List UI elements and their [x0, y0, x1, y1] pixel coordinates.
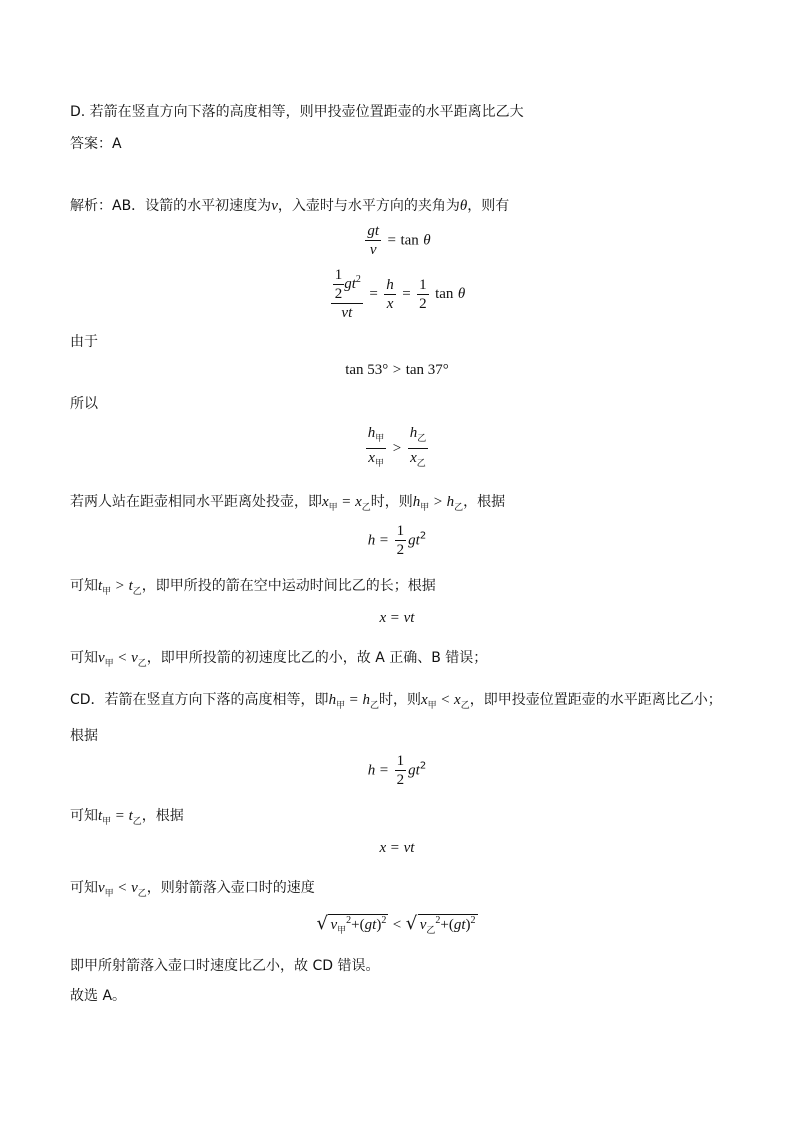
formula-tan-theta: $\frac{gt}{v}$ = tan θ [367, 223, 431, 258]
according-label: 根据 [70, 728, 98, 744]
velocity-compare-line: 可知$v_甲 < v_乙$，即甲所投箭的初速度比乙的小，故 A 正确、B 错误； [70, 650, 488, 669]
entry-velocity-line: 可知$v_甲 < v_乙$，则射箭落入壶口时的速度 [70, 880, 315, 899]
formula-x-2: x = vt [379, 840, 415, 856]
answer-line: 答案：A [70, 136, 122, 152]
analysis-intro: 解析：AB．设箭的水平初速度为v，入壶时与水平方向的夹角为θ，则有 [70, 198, 510, 214]
option-d: D. 若箭在竖直方向下落的高度相等，则甲投壶位置距壶的水平距离比乙大 [70, 104, 524, 120]
cd-analysis-line: CD．若箭在竖直方向下落的高度相等，即$h_甲 = h_乙$时，则$x_甲 < x_乙$，即甲投壶位置距壶的水平距离比乙小； [70, 692, 722, 711]
same-distance-line: 若两人站在距壶相同水平距离处投壶，即$x_甲 = x_乙$时，则$h_甲 > h_乙$，根据 [70, 494, 506, 513]
since-label: 由于 [70, 334, 98, 350]
formula-h-1: h = $\frac{1}{2}$ $gt^2$ [367, 523, 427, 558]
formula-x-1: x = vt [379, 610, 415, 626]
time-equal-line: 可知$t_甲 = t_乙$，根据 [70, 808, 184, 827]
formula-sqrt-compare: √ $v_甲^2+(gt)^2$ < √ $v_乙^2+(gt)^2$ [316, 913, 476, 936]
conclusion-line: 即甲所射箭落入壶口时速度比乙小，故 CD 错误。 [70, 958, 380, 974]
formula-tan-compare: tan 53° > tan 37° [345, 362, 449, 378]
time-compare-line: 可知$t_甲 > t_乙$，即甲所投的箭在空中运动时间比乙的长；根据 [70, 578, 436, 597]
final-choice-line: 故选 A。 [70, 988, 127, 1004]
formula-ratio-compare: $\frac{h_甲}{x_甲}$ > $\frac{h_乙}{x_乙}$ [367, 425, 427, 469]
therefore-label: 所以 [70, 396, 98, 412]
formula-h-2: h = $\frac{1}{2}$ $gt^2$ [367, 753, 427, 788]
formula-half-tan: $\frac{1}{2}$ $gt^2$ vt = $\frac{h}{x}$ = $\frac{1}{2}$ tan θ [0, 266, 794, 322]
